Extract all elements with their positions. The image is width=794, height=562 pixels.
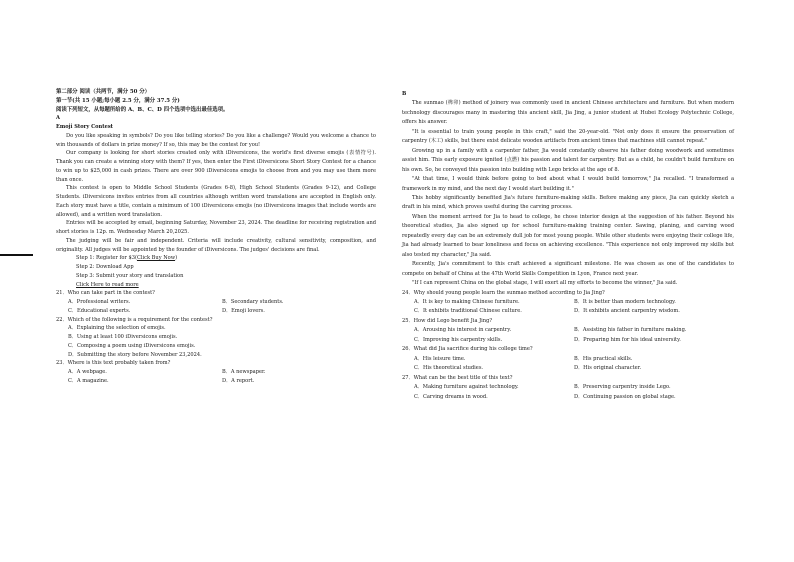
paragraph: "It is essential to train young people in this craft," said the 20-year-old. "Not only does it ensure the preservation of carpentry (木工) skills, but there exist delicate wooden artifacts from ancient times that machines still cannot repeat.": [402, 128, 734, 145]
section-header: 第二部分 阅读（共两节，满分 50 分）: [56, 89, 150, 95]
option: A．Making furniture against technology.: [414, 384, 519, 391]
paragraph: Entries will be accepted by email, beginning Saturday, November 23, 2024. The deadline for receiving registration and short stories is 12p. m. Wednesday March 20,2025.: [56, 220, 376, 235]
passage-letter-a: A: [56, 115, 60, 122]
option: B．Assisting his father in furniture making.: [574, 327, 687, 334]
question-27: 27．What can be the best title of this text?: [402, 374, 513, 381]
option: C．Improving his carpentry skills.: [414, 336, 503, 343]
option: C．Composing a poem using iDiversicons emojis.: [68, 342, 196, 349]
option: B．It is better than modern technology.: [574, 298, 676, 305]
read-more-link[interactable]: Click Here to read more: [76, 281, 139, 288]
question-27-options: [402, 383, 734, 402]
paragraph: Do you like speaking in symbols? Do you like telling stories? Do you like a challenge? Would you welcome a chance to win thousands of dollars in prize money? If so, this may be the contest for you!: [56, 132, 376, 148]
paragraph: The sunmao (榫卯) method of joinery was commonly used in ancient Chinese architecture and furniture. But when modern technology discourages many in mastering this ancient skill, Jia Jing, a junior student at Hubei Ecology Polytechnic College, offers his answer.: [402, 100, 734, 126]
option: D．His original character.: [574, 365, 642, 372]
paragraph: This hobby significantly benefited Jia's future furniture-making skills. Before making any piece, Jia can quickly sketch a draft in his mind, which proves useful during the carving process.: [402, 194, 734, 211]
question-23: 23．Where is this text probably taken from?: [56, 360, 171, 367]
option: A．Professional writers.: [68, 299, 131, 305]
option: C．A magazine.: [68, 377, 109, 384]
option: D．Continuing passion on global stage.: [574, 393, 676, 400]
paragraph: "At that time, I would think before going to bed about what I would build tomorrow," Jia recalled. "I transformed a framework in my mind, and the next day I would start building it.": [402, 176, 734, 192]
question-21: 21．Who can take part in the contest?: [56, 290, 155, 297]
page-edge-marker: [0, 254, 33, 256]
question-22: 22．Which of the following is a requirement for the contest?: [56, 316, 213, 323]
option: C．Educational experts.: [68, 307, 131, 314]
option: B．His practical skills.: [574, 355, 633, 362]
option: D．Submitting the story before November 23,2024.: [68, 351, 202, 358]
option: B．Using at least 100 iDiversicons emojis.: [68, 334, 178, 340]
option: A．His leisure time.: [414, 355, 466, 362]
option: B．Preserving carpentry inside Lego.: [574, 384, 671, 391]
option: A．A webpage.: [68, 369, 107, 375]
subsection-header: 第一节(共 15 小题;每小题 2.5 分，满分 37.5 分): [56, 97, 180, 104]
passage-title: Emoji Story Contest: [56, 124, 114, 130]
left-column: [56, 88, 376, 386]
option: D．It exhibits ancient carpentry wisdom.: [574, 308, 680, 315]
paragraph: When the moment arrived for Jia to head to college, he chose interior design at the suggestion of his father. Beyond his theoretical studies, Jia also signed up for school furniture-making training center. Sawing, planing, and carving wood repeatedly every day can be an extremely dull job for most young people. While other students were enjoying their college life, Jia had already learned to bear loneliness and focus on achieving excellence. "This experience not only improved my skills but also tested my character," Jia said.: [402, 213, 734, 258]
paragraph: "If I can represent China on the global stage, I will exert all my efforts to become the winner," Jia said.: [412, 280, 678, 287]
option: A．Explaining the selection of emojis.: [68, 325, 166, 332]
question-24: 24．Why should young people learn the sunmao method according to Jia Jing?: [402, 289, 605, 296]
option: D．A report.: [222, 377, 255, 384]
question-26: 26．What did Jia sacrifice during his college time?: [402, 346, 533, 353]
option: A．It is key to making Chinese furniture.: [414, 298, 520, 305]
buy-now-link[interactable]: Click Buy Now: [136, 255, 176, 262]
step-3: Step 3: Submit your story and translation: [76, 272, 184, 279]
paragraph: Recently, Jia's commitment to this craft achieved a significant milestone. He was chosen as one of the candidates to compete on behalf of China at the 47th World Skills Competition in Lyon, France next year.: [402, 261, 734, 277]
question-26-options: [402, 355, 734, 374]
step-2: Step 2: Download App: [76, 264, 134, 270]
question-23-options: [56, 368, 376, 386]
right-column: [402, 90, 734, 402]
option: A．Arousing his interest in carpentry.: [414, 327, 512, 334]
option: B．A newspaper.: [222, 369, 266, 375]
paragraph: Our company is looking for short stories created only with iDiversicons, the world's first diverse emojis (表情符号). Thank you can create a winning story with them? If yes, then enter the First iDiversicons Short Story Contest for a chance to win up to $25,000 in cash prizes. There are over 900 iDiversicons emojis to choose from and you may use them more than once.: [56, 150, 376, 183]
question-25: 25．How did Lego benefit Jia Jing?: [402, 317, 493, 324]
question-21-options: [56, 298, 376, 316]
option: C．His theoretical studies.: [414, 365, 484, 372]
option: C．Carving dreams in wood.: [414, 393, 488, 400]
instructions: 阅读下列短文，从每题所给的 A、B、C、D 四个选项中选出最佳选项。: [56, 106, 229, 113]
option: C．It exhibits traditional Chinese culture.: [414, 308, 522, 315]
question-25-options: [402, 326, 734, 345]
question-22-options: [56, 324, 376, 359]
option: D．Preparing him for his ideal university.: [574, 336, 681, 343]
paragraph: This contest is open to Middle School Students (Grades 6-8), High School Students (Grades 9-12), and College Students. iDiversicons invites entries from all countries although written word translations are accepted in English only. Each story must have a title, contain a minimum of 100 iDiversicons emojis (no iDiversicons images that include words are allowed), and a written word translation.: [56, 185, 376, 218]
passage-letter-b: B: [402, 91, 407, 97]
step-1: Step 1: Register for $3(Click Buy Now): [76, 255, 178, 262]
question-24-options: [402, 298, 734, 317]
paragraph: Growing up in a family with a carpenter father, Jia would constantly observe his father doing woodwork and sometimes assist him. This early exposure ignited (点燃) his passion and talent for carpentry. But as a child, he couldn't build furniture on his own. So, he conveyed this passion into building with Lego bricks at the age of 8.: [402, 147, 734, 173]
option: D．Emoji lovers.: [222, 307, 265, 314]
paragraph: The judging will be fair and independent. Criteria will include creativity, cultural sensitivity, composition, and originality. All judges will be appointed by the founder of iDiversicons. The judges' decisions are final.: [56, 237, 376, 253]
option: B．Secondary students.: [222, 299, 284, 305]
